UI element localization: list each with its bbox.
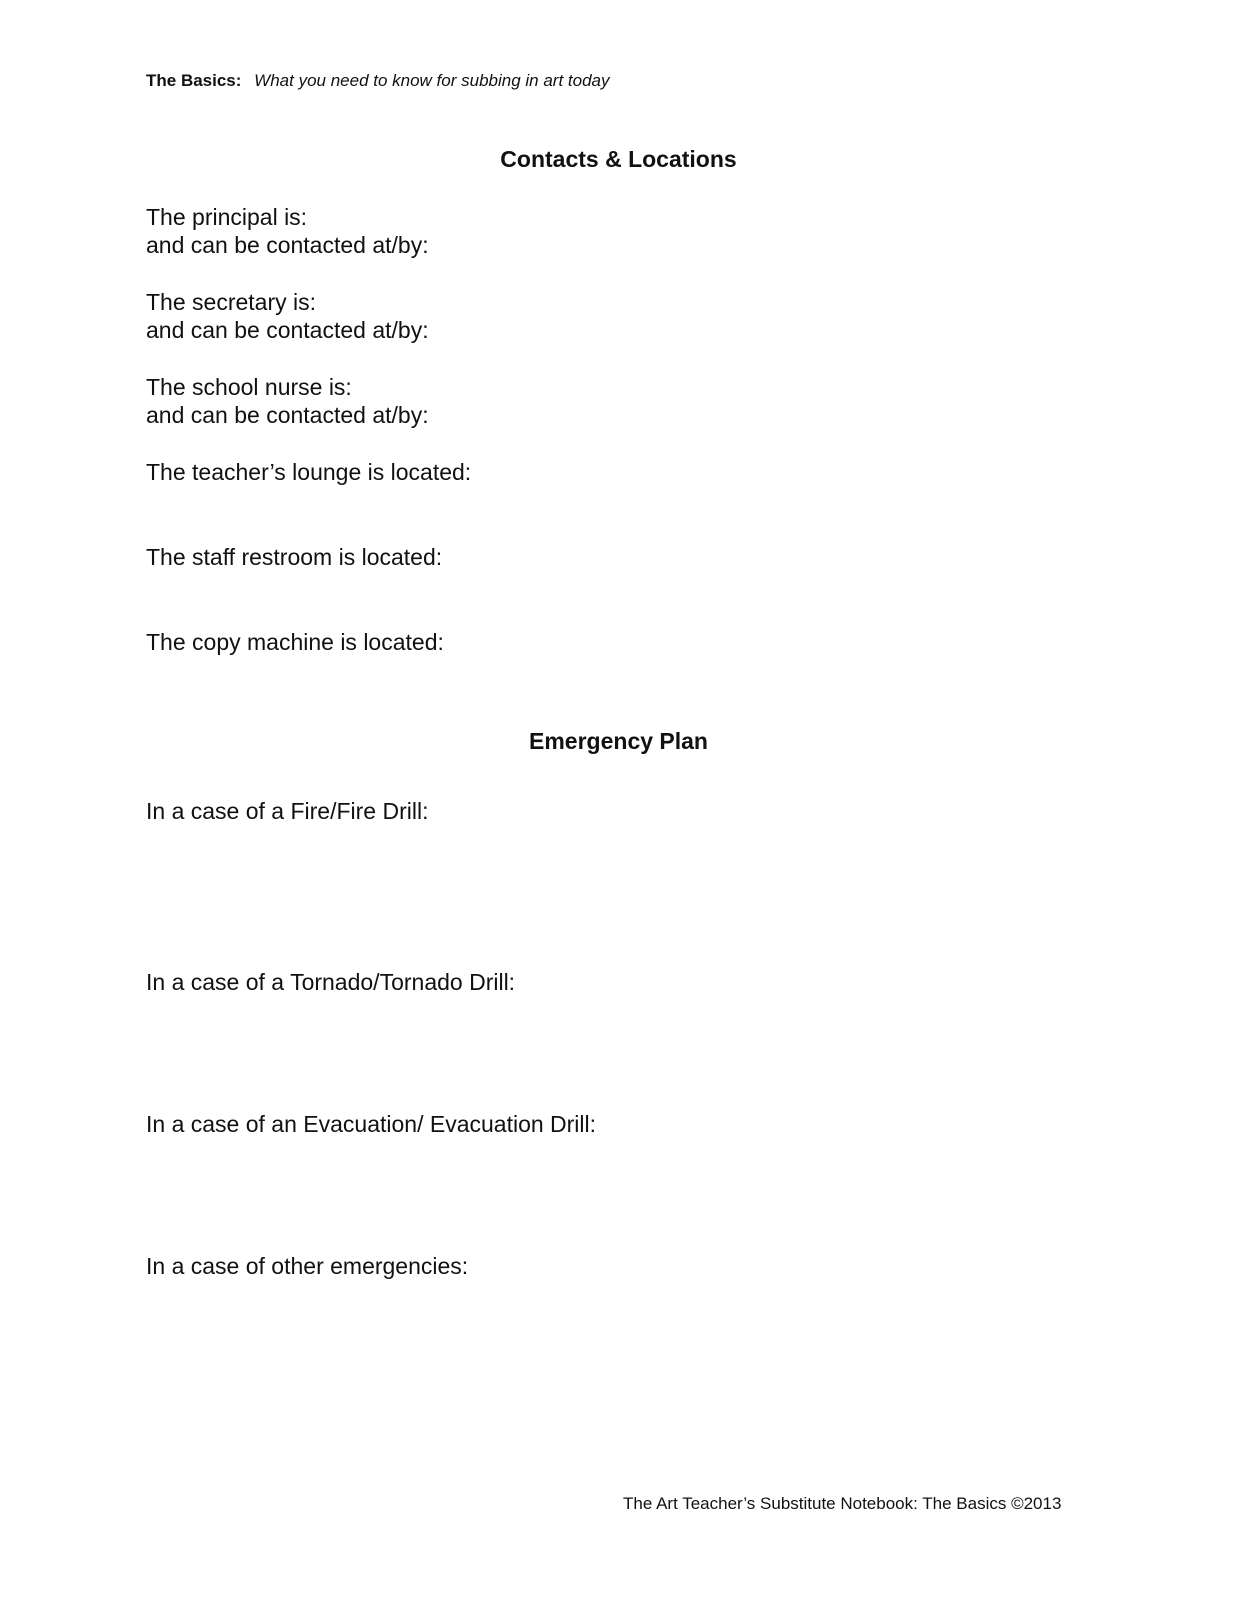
emergency-section-title: Emergency Plan bbox=[529, 728, 708, 754]
evacuation-drill-label: In a case of an Evacuation/ Evacuation Drill: bbox=[146, 1111, 597, 1137]
principal-label: The principal is: bbox=[146, 204, 308, 230]
nurse-label: The school nurse is: bbox=[146, 374, 352, 400]
secretary-contact-label: and can be contacted at/by: bbox=[146, 317, 429, 343]
principal-contact-label: and can be contacted at/by: bbox=[146, 232, 429, 258]
page-header bbox=[146, 71, 610, 91]
staff-restroom-label: The staff restroom is located: bbox=[146, 544, 443, 570]
fire-drill-label: In a case of a Fire/Fire Drill: bbox=[146, 798, 429, 824]
header-subtitle: What you need to know for subbing in art today bbox=[254, 71, 610, 90]
nurse-contact-label: and can be contacted at/by: bbox=[146, 402, 429, 428]
contacts-section-title: Contacts & Locations bbox=[500, 146, 737, 172]
tornado-drill-label: In a case of a Tornado/Tornado Drill: bbox=[146, 969, 516, 995]
page-footer: The Art Teacher’s Substitute Notebook: The Basics ©2013 bbox=[623, 1494, 1062, 1513]
teachers-lounge-label: The teacher’s lounge is located: bbox=[146, 459, 472, 485]
other-emergencies-label: In a case of other emergencies: bbox=[146, 1253, 469, 1279]
secretary-label: The secretary is: bbox=[146, 289, 316, 315]
copy-machine-label: The copy machine is located: bbox=[146, 629, 444, 655]
header-label: The Basics: bbox=[146, 71, 242, 90]
